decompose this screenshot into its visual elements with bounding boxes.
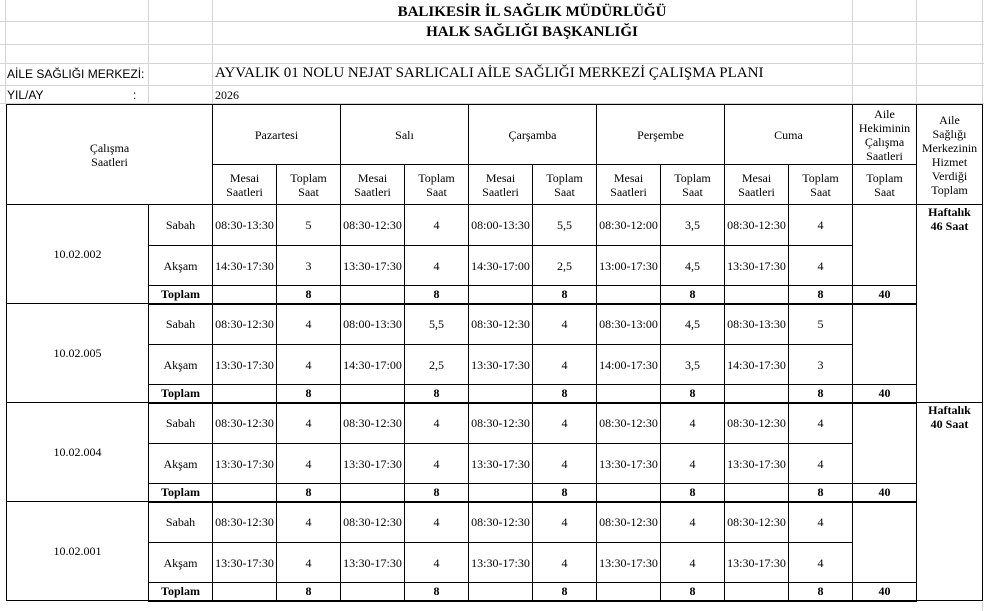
cell-hours: 13:30-17:30 [341,246,405,286]
day-total: 8 [789,385,853,403]
weekly-hours: 46 Saat [930,219,969,233]
sub-toplam: Toplam Saat [405,165,469,205]
cell-hours: 08:30-12:30 [725,403,789,444]
day-total: 8 [533,385,597,403]
day-total: 8 [533,484,597,502]
center-plan-title: AYVALIK 01 NOLU NEJAT SARLICALI AİLE SAĞLIĞI MERKEZİ ÇALIŞMA PLANI [215,65,764,81]
total-hours-blank [469,583,533,601]
cell-hours: 08:30-12:30 [725,205,789,246]
weekly-label: Haftalık [928,403,971,417]
day-header: Cuma [725,105,853,165]
period-colon: : [133,88,137,102]
cell-hours: 13:30-17:30 [213,345,277,385]
cell-hours: 08:30-12:30 [341,205,405,246]
cell-total: 3,5 [661,345,725,385]
total-label: Toplam [149,484,213,502]
cell-hours: 08:30-12:30 [213,304,277,345]
doctor-sub-toplam: Toplam Saat [853,165,917,205]
day-total: 8 [405,385,469,403]
cell-hours: 08:30-12:30 [341,502,405,543]
doctor-weekly-total: 40 [853,583,917,601]
cell-hours: 08:30-12:30 [213,403,277,444]
cell-hours: 08:30-12:00 [597,205,661,246]
table-row-morning [7,304,983,345]
total-hours-blank [213,286,277,304]
cell-hours: 08:30-13:30 [725,304,789,345]
cell-hours: 13:30-17:30 [725,444,789,484]
day-header: Çarşamba [469,105,597,165]
cell-total: 5 [789,304,853,345]
cell-total: 4 [533,543,597,583]
cell-hours: 08:30-12:30 [597,502,661,543]
cell-hours: 13:30-17:30 [469,543,533,583]
doctor-hours-header: Aile Hekiminin Çalışma Saatleri [853,105,917,165]
cell-hours: 08:30-12:30 [469,403,533,444]
sub-toplam: Toplam Saat [661,165,725,205]
total-hours-blank [341,484,405,502]
period-value: 2026 [215,88,239,102]
period-label: YIL/AY [7,88,44,102]
cell-total: 4 [789,205,853,246]
day-total: 8 [661,286,725,304]
total-hours-blank [469,385,533,403]
hours-header: Çalışma Saatleri [7,105,213,205]
cell-total: 4 [405,403,469,444]
cell-total: 5,5 [533,205,597,246]
table-row-total [7,484,983,502]
total-hours-blank [725,385,789,403]
day-total: 8 [405,484,469,502]
day-total: 8 [661,484,725,502]
cell-total: 4 [789,444,853,484]
cell-total: 4 [789,502,853,543]
shift-label-morning: Sabah [149,205,213,246]
cell-hours: 08:00-13:30 [469,205,533,246]
cell-hours: 08:30-13:00 [597,304,661,345]
cell-total: 4 [789,543,853,583]
sub-mesai: Mesai Saatleri [469,165,533,205]
day-total: 8 [533,583,597,601]
cell-total: 4 [533,444,597,484]
doctor-weekly-total: 40 [853,385,917,403]
cell-total: 2,5 [533,246,597,286]
shift-label-evening: Akşam [149,345,213,385]
cell-total: 5,5 [405,304,469,345]
cell-total: 2,5 [405,345,469,385]
day-total: 8 [277,385,341,403]
cell-total: 4 [661,502,725,543]
total-hours-blank [597,286,661,304]
table-row-evening [7,444,983,484]
day-total: 8 [405,583,469,601]
day-total: 8 [661,385,725,403]
cell-hours: 13:30-17:30 [597,543,661,583]
header-row-days [7,105,983,165]
cell-hours: 08:30-13:30 [213,205,277,246]
cell-total: 4 [789,246,853,286]
sub-mesai: Mesai Saatleri [341,165,405,205]
day-total: 8 [789,583,853,601]
cell-total: 4 [405,246,469,286]
cell-hours: 13:30-17:30 [725,246,789,286]
cell-total: 4 [277,444,341,484]
day-total: 8 [533,286,597,304]
total-hours-blank [597,583,661,601]
table-row-morning [7,205,983,246]
cell-hours: 13:30-17:30 [213,444,277,484]
doctor-weekly-total: 40 [853,286,917,304]
total-hours-blank [597,385,661,403]
sub-mesai: Mesai Saatleri [725,165,789,205]
cell-hours: 14:30-17:30 [213,246,277,286]
cell-total: 4 [277,403,341,444]
shift-label-morning: Sabah [149,304,213,345]
cell-total: 5 [277,205,341,246]
cell-total: 4 [661,403,725,444]
cell-total: 4 [789,403,853,444]
cell-hours: 13:30-17:30 [469,345,533,385]
day-total: 8 [789,484,853,502]
shift-label-morning: Sabah [149,502,213,543]
header-title-line2: HALK SAĞLIĞI BAŞKANLIĞI [426,24,638,40]
cell-hours: 08:30-12:30 [469,304,533,345]
schedule-table [6,104,983,602]
cell-total: 3 [789,345,853,385]
table-row-evening [7,543,983,583]
shift-label-evening: Akşam [149,543,213,583]
center-weekly-total [917,205,983,403]
cell-hours: 14:30-17:00 [341,345,405,385]
group-code: 10.02.002 [7,205,149,304]
sub-mesai: Mesai Saatleri [597,165,661,205]
weekly-hours: 40 Saat [930,417,969,431]
table-row-total [7,583,983,601]
cell-hours: 13:30-17:30 [725,543,789,583]
total-hours-blank [213,484,277,502]
table-row-evening [7,345,983,385]
total-hours-blank [213,583,277,601]
total-hours-blank [725,484,789,502]
cell-hours: 14:30-17:30 [725,345,789,385]
doctor-hours-blank [853,304,917,385]
sub-toplam: Toplam Saat [789,165,853,205]
cell-total: 4 [277,304,341,345]
day-header: Salı [341,105,469,165]
day-total: 8 [277,484,341,502]
cell-hours: 13:00-17:30 [597,246,661,286]
cell-total: 4 [277,502,341,543]
cell-total: 3,5 [661,205,725,246]
doctor-hours-blank [853,502,917,583]
cell-total: 4 [405,543,469,583]
day-total: 8 [277,286,341,304]
cell-total: 4 [533,304,597,345]
group-code: 10.02.001 [7,502,149,601]
cell-total: 4,5 [661,246,725,286]
center-weekly-total [917,403,983,601]
cell-hours: 08:30-12:30 [341,403,405,444]
sub-toplam: Toplam Saat [277,165,341,205]
table-row-morning [7,502,983,543]
cell-total: 4 [661,444,725,484]
total-hours-blank [469,484,533,502]
shift-label-morning: Sabah [149,403,213,444]
total-hours-blank [597,484,661,502]
cell-hours: 13:30-17:30 [341,444,405,484]
table-row-morning [7,403,983,444]
total-label: Toplam [149,385,213,403]
center-hours-header: Aile Sağlığı Merkezinin Hizmet Verdiği Toplam [917,105,983,205]
total-hours-blank [341,583,405,601]
total-hours-blank [341,286,405,304]
day-total: 8 [405,286,469,304]
total-hours-blank [469,286,533,304]
center-label: AİLE SAĞLIĞI MERKEZİ: [7,67,145,81]
cell-total: 4 [277,543,341,583]
group-code: 10.02.005 [7,304,149,403]
cell-hours: 13:30-17:30 [341,543,405,583]
cell-total: 3 [277,246,341,286]
cell-hours: 08:30-12:30 [213,502,277,543]
total-label: Toplam [149,286,213,304]
table-row-total [7,286,983,304]
cell-hours: 13:30-17:30 [469,444,533,484]
group-code: 10.02.004 [7,403,149,502]
cell-hours: 08:30-12:30 [725,502,789,543]
cell-total: 4 [533,502,597,543]
cell-total: 4,5 [661,304,725,345]
sub-mesai: Mesai Saatleri [213,165,277,205]
cell-total: 4 [533,345,597,385]
cell-hours: 14:00-17:30 [597,345,661,385]
day-header: Pazartesi [213,105,341,165]
cell-total: 4 [405,502,469,543]
cell-total: 4 [277,345,341,385]
cell-total: 4 [661,543,725,583]
cell-hours: 13:30-17:30 [597,444,661,484]
day-total: 8 [789,286,853,304]
cell-total: 4 [405,444,469,484]
day-total: 8 [661,583,725,601]
doctor-hours-blank [853,403,917,484]
header-title-line1: BALIKESİR İL SAĞLIK MÜDÜRLÜĞÜ [397,4,667,20]
table-row-evening [7,246,983,286]
shift-label-evening: Akşam [149,444,213,484]
total-hours-blank [725,583,789,601]
shift-label-evening: Akşam [149,246,213,286]
total-label: Toplam [149,583,213,601]
day-total: 8 [277,583,341,601]
doctor-weekly-total: 40 [853,484,917,502]
table-row-total [7,385,983,403]
total-hours-blank [341,385,405,403]
total-hours-blank [725,286,789,304]
cell-hours: 14:30-17:00 [469,246,533,286]
cell-hours: 13:30-17:30 [213,543,277,583]
cell-total: 4 [405,205,469,246]
sub-toplam: Toplam Saat [533,165,597,205]
cell-hours: 08:30-12:30 [469,502,533,543]
doctor-hours-blank [853,205,917,286]
weekly-label: Haftalık [928,205,971,219]
cell-hours: 08:00-13:30 [341,304,405,345]
total-hours-blank [213,385,277,403]
cell-total: 4 [533,403,597,444]
cell-hours: 08:30-12:30 [597,403,661,444]
day-header: Perşembe [597,105,725,165]
